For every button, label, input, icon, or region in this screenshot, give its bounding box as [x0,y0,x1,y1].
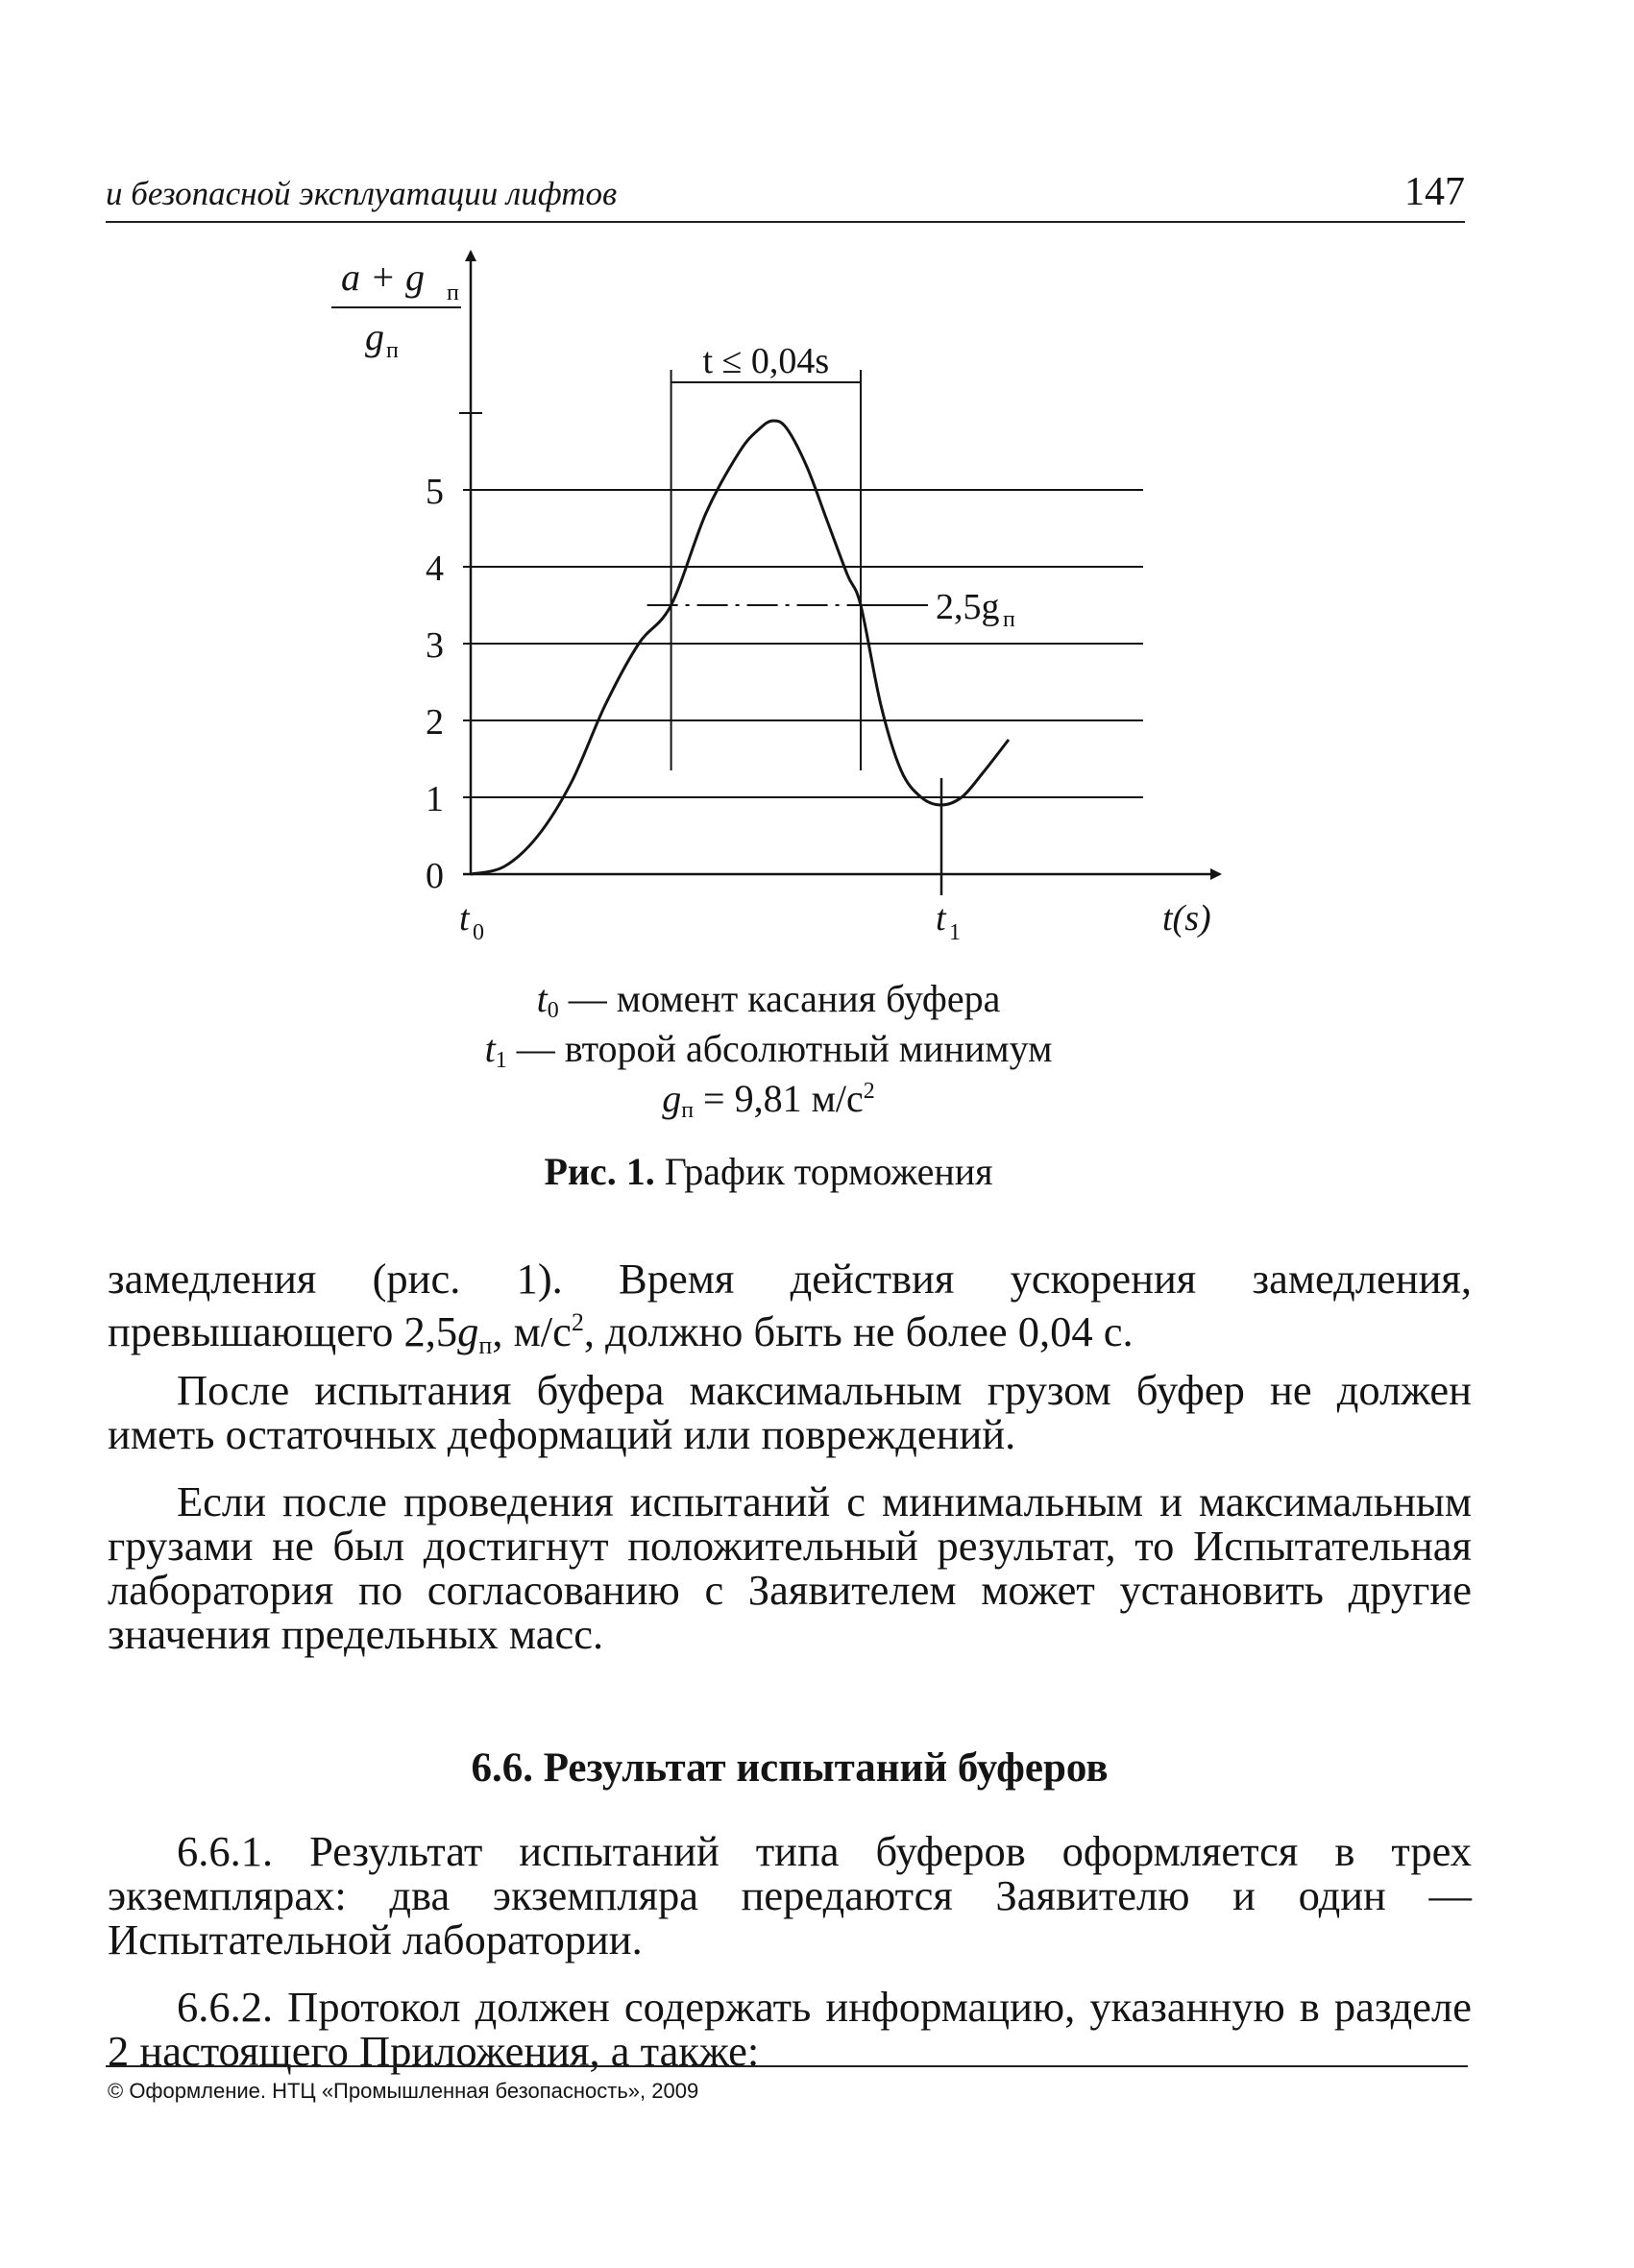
paragraph-3: Если после проведения испытаний с минимальным и максимальным грузами не был достигнут положительный результат, то Испытательная лаборатория по согласованию с Заявителем может установить другие значения предельных масс. [108,1477,1472,1658]
paragraph-5: 6.6.2. Протокол должен содержать информацию, указанную в разделе 2 настоящего Приложения, а также: [108,1983,1472,2075]
y-label-numerator-sub: п [447,280,459,305]
legend-g-symbol: g [662,1077,682,1120]
figure-caption [288,1149,1249,1194]
legend-t1-symbol: t [484,1027,496,1070]
p1-g: g [457,1307,479,1355]
y-tick-label: 5 [426,472,444,512]
y-tick-label: 4 [426,549,444,589]
section-title: 6.6. Результат испытаний буферов [471,1745,1109,1791]
y-tick-label: 0 [426,856,444,896]
p1-part-c: , должно быть не более 0,04 с. [583,1307,1134,1355]
x-label-t0: t [459,898,470,939]
p1-part-a: замедления (рис. 1). Время действия ускорения замедления, превышающего 2,5 [108,1255,1472,1355]
x-axis-label: t(s) [1162,898,1211,939]
y-label-denominator-sub: п [386,338,399,363]
y-tick-label: 1 [426,779,444,819]
p1-sup: 2 [571,1308,584,1336]
p1-sub: п [478,1331,493,1359]
x-label-t1-sub: 1 [949,920,961,945]
paragraph-2: После испытания буфера максимальным грузом буфер не должен иметь остаточных деформаций или повреждений. [108,1366,1472,1458]
legend-line-1 [288,977,1249,1023]
legend-g-text: = 9,81 м/с [694,1077,864,1120]
legend-line-2 [288,1027,1249,1073]
legend-g-sub: п [681,1098,695,1123]
threshold-label-sub: п [1003,607,1015,632]
paragraph-4: 6.6.1. Результат испытаний типа буферов оформляется в трех экземплярах: два экземпляра передаются Заявителю и один — Испытательной лаборатории. [108,1827,1472,1963]
threshold-label: 2,5g [936,587,1000,627]
deceleration-curve [471,421,1009,874]
x-label-t0-sub: 0 [473,920,484,945]
legend-t0-symbol: t [536,977,548,1020]
footer-divider [106,2065,1468,2067]
legend-g-sup: 2 [863,1079,875,1104]
caption-text: График торможения [654,1150,993,1193]
legend-t1-sub: 1 [495,1048,507,1073]
legend-line-3 [288,1077,1249,1123]
y-tick-label: 3 [426,625,444,666]
x-label-t1: t [936,898,946,939]
caption-label: Рис. 1. [544,1150,655,1193]
footer-copyright: © Оформление. НТЦ «Промышленная безопасность», 2009 [108,2079,699,2103]
page-header [106,163,1465,223]
y-label-denominator: g [365,315,384,358]
running-title: и безопасной эксплуатации лифтов [106,175,618,212]
legend-t0-text: — момент касания буфера [558,977,1001,1020]
legend-t0-sub: 0 [547,998,559,1023]
deceleration-chart [288,240,1249,980]
bracket-label: t ≤ 0,04s [702,341,830,381]
y-label-numerator: a + g [341,256,425,299]
legend-t1-text: — второй абсолютный минимум [506,1027,1053,1070]
paragraph-1 [108,1256,1472,1368]
y-tick-label: 2 [426,702,444,743]
page-number: 147 [1404,170,1465,214]
chart-svg [288,240,1249,980]
p1-part-b: , м/с [492,1307,572,1355]
